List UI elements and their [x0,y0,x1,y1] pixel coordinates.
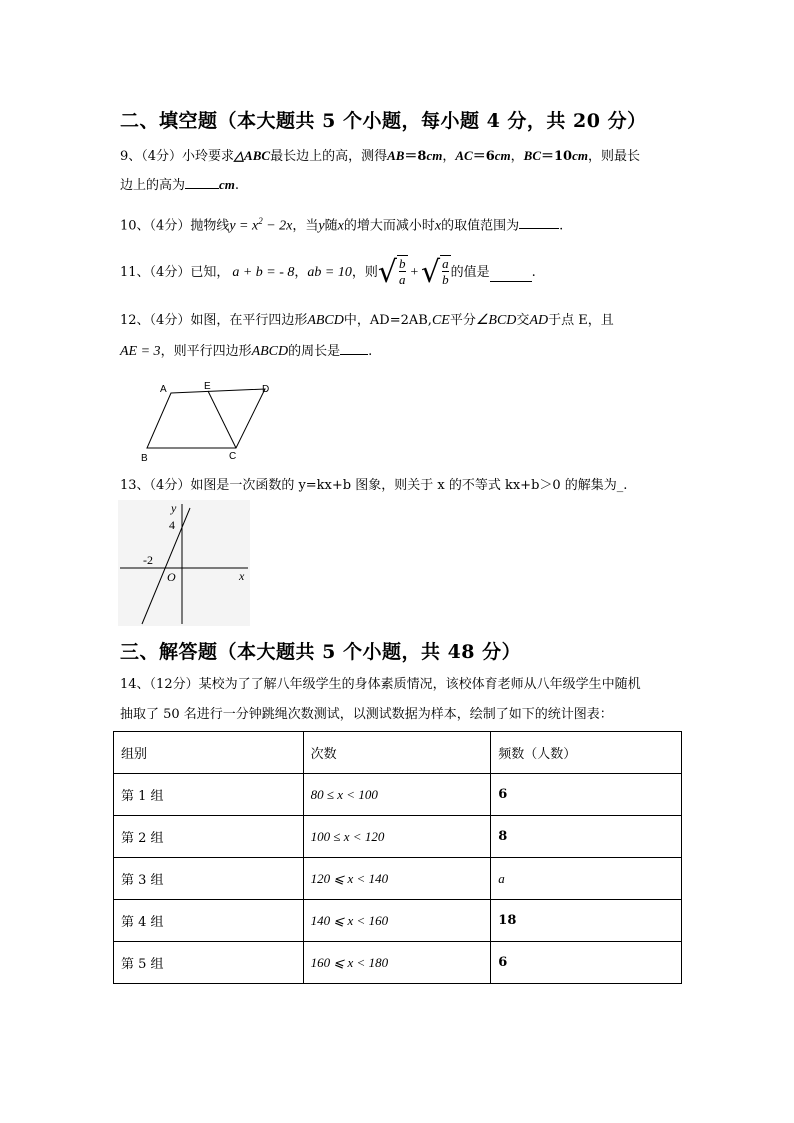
q9-cm-3: cm [572,148,588,163]
table-cell-frequency: 6 [491,942,682,984]
q9-eq2: ＝6 [472,149,495,164]
q10-mid3: 的增大而减小时 [343,218,435,234]
question-10 [120,212,563,235]
q9-answer-blank[interactable] [185,176,219,189]
q9-eq3: ＝10 [541,149,573,164]
q9-bc: BC [523,148,542,163]
parallelogram-figure [138,378,278,464]
q11-cond2: ab = 10 [307,265,352,280]
q12-ad: AD [529,313,549,328]
q12-text-e: 于点 E，且 [548,313,614,328]
q11-tail: 的值是 [450,265,490,280]
q12-text-a: 12、（4分）如图，在平行四边形 [120,313,308,328]
table-row [114,900,682,942]
table-cell-group: 第 2 组 [114,816,304,858]
statistics-table [113,731,682,984]
q11-num1: b [399,256,406,271]
q11-end: . [531,265,536,280]
table-cell-range: 160 ⩽ x < 180 [303,942,491,984]
table-row [114,858,682,900]
table-header-row [114,732,682,774]
table-cell-frequency: 6 [491,774,682,816]
y-axis-label: y [171,501,177,515]
q12-text-b: 中，AD=2AB, [343,313,432,328]
q9-tail: ，则最长 [588,149,641,164]
q9-unit: cm [219,177,235,192]
q12-abcd-2: ABCD [251,344,289,359]
q11-den2: b [442,272,449,287]
linear-function-graph [118,500,250,626]
q9-cm-2: cm [494,148,511,163]
table-cell-group: 第 4 组 [114,900,304,942]
q12-ae: AE = 3 [120,344,161,359]
q12-angle: ∠BCD [475,313,517,328]
table-cell-range: 140 ⩽ x < 160 [303,900,491,942]
q10-var-y: y [318,218,325,234]
q9-cm-1: cm [426,148,443,163]
table-cell-range: 80 ≤ x < 100 [303,774,491,816]
label-c: C [229,451,237,462]
table-cell-range: 100 ≤ x < 120 [303,816,491,858]
table-cell-group: 第 5 组 [114,942,304,984]
question-12-line-1 [120,312,614,330]
q10-mid: ，当 [292,218,319,234]
q9-triangle: △ABC [234,148,271,163]
q12-abcd: ABCD [307,313,344,328]
q10-formula-tail: − 2x [262,218,293,234]
q9-line2: 边上的高为 [120,178,186,193]
table-row [114,774,682,816]
table-cell-group: 第 1 组 [114,774,304,816]
label-d: D [262,384,270,395]
q10-mid2: 随 [324,218,338,234]
table-row [114,816,682,858]
q11-then: ，则 [351,265,378,280]
table-cell-group: 第 3 组 [114,858,304,900]
table-cell-frequency: a [491,858,682,900]
graph-background [118,500,250,626]
table-header-cell: 次数 [303,732,491,774]
q11-sqrt-a-over-b [421,255,451,291]
table-cell-frequency: 8 [491,816,682,858]
q13-text: 13、（4分）如图是一次函数的 y=kx+b 图象，则关于 x 的不等式 kx+b＞0 的解集为 [120,478,617,493]
x-intercept-label: -2 [143,553,153,567]
q9-end: . [234,178,240,193]
q10-formula-y: y [229,218,236,234]
q10-var-x2: x [434,218,442,234]
q11-den1: a [399,272,406,287]
q10-prefix: 10、（4分）抛物线 [120,218,230,234]
section-2-title: 二、填空题（本大题共 5 个小题，每小题 4 分，共 20 分） [120,110,647,132]
radical-sign-icon: √ [377,255,397,290]
question-14-line-1: 14、（12分）某校为了了解八年级学生的身体素质情况，该校体育老师从八年级学生中随机 [120,677,641,692]
q11-prefix: 11、（4分）已知， [120,265,230,280]
q12-text-c: 平分 [449,313,476,328]
segment-ce [208,391,236,448]
table-cell-frequency: 18 [491,900,682,942]
q9-ab: AB [387,148,405,163]
q12-answer-blank[interactable] [340,342,368,355]
q10-var-x: x [337,218,344,234]
parallelogram-abcd [147,389,265,448]
q11-cond1: a + b = - 8 [232,265,295,280]
question-13 [120,477,627,495]
section-3-title: 三、解答题（本大题共 5 个小题，共 48 分） [120,641,522,663]
q12-text-g: 的周长是 [288,344,341,359]
q11-sqrt-b-over-a [378,255,408,291]
label-e: E [204,381,211,392]
q10-answer-blank[interactable] [519,216,559,229]
question-9-line-1: 9、（4分）小玲要求△ABC最长边上的高，测得AB＝8cm，AC＝6cm，BC＝10cm，则最长 [120,148,641,164]
question-11 [120,251,536,295]
q10-formula-eq: = x [235,218,259,234]
q9-prefix: 9、（4分）小玲要求 [120,149,235,164]
q9-ac: AC [455,148,473,163]
table-header-cell: 组别 [114,732,304,774]
q12-ce: CE [431,313,450,328]
q11-plus: + [409,265,419,280]
origin-label: O [167,570,176,584]
table-cell-range: 120 ⩽ x < 140 [303,858,491,900]
q9-text: 最长边上的高，测得 [270,149,388,164]
q12-text-f: ，则平行四边形 [160,344,252,359]
q12-text-d: 交 [516,313,530,328]
table-row [114,942,682,984]
question-9-line-2 [120,176,239,195]
q10-formula-sup: 2 [258,216,263,226]
q11-num2: a [442,256,449,271]
q13-end: _. [616,478,628,493]
radical-sign-icon: √ [420,255,441,290]
q11-comma: ， [294,265,308,280]
table-header-cell: 频数（人数） [491,732,682,774]
question-14-line-2: 抽取了 50 名进行一分钟跳绳次数测试，以测试数据为样本，绘制了如下的统计图表： [120,707,613,722]
x-axis-label: x [239,569,245,583]
y-intercept-label: 4 [169,518,175,532]
q12-end: . [368,344,373,359]
q10-tail: 的取值范围为 [441,218,520,234]
question-12-line-2 [120,342,372,361]
label-b: B [141,453,148,464]
q11-answer-blank[interactable] [490,269,532,282]
q9-eq1: ＝8 [404,149,427,164]
q10-end: . [559,218,564,234]
label-a: A [160,384,167,395]
